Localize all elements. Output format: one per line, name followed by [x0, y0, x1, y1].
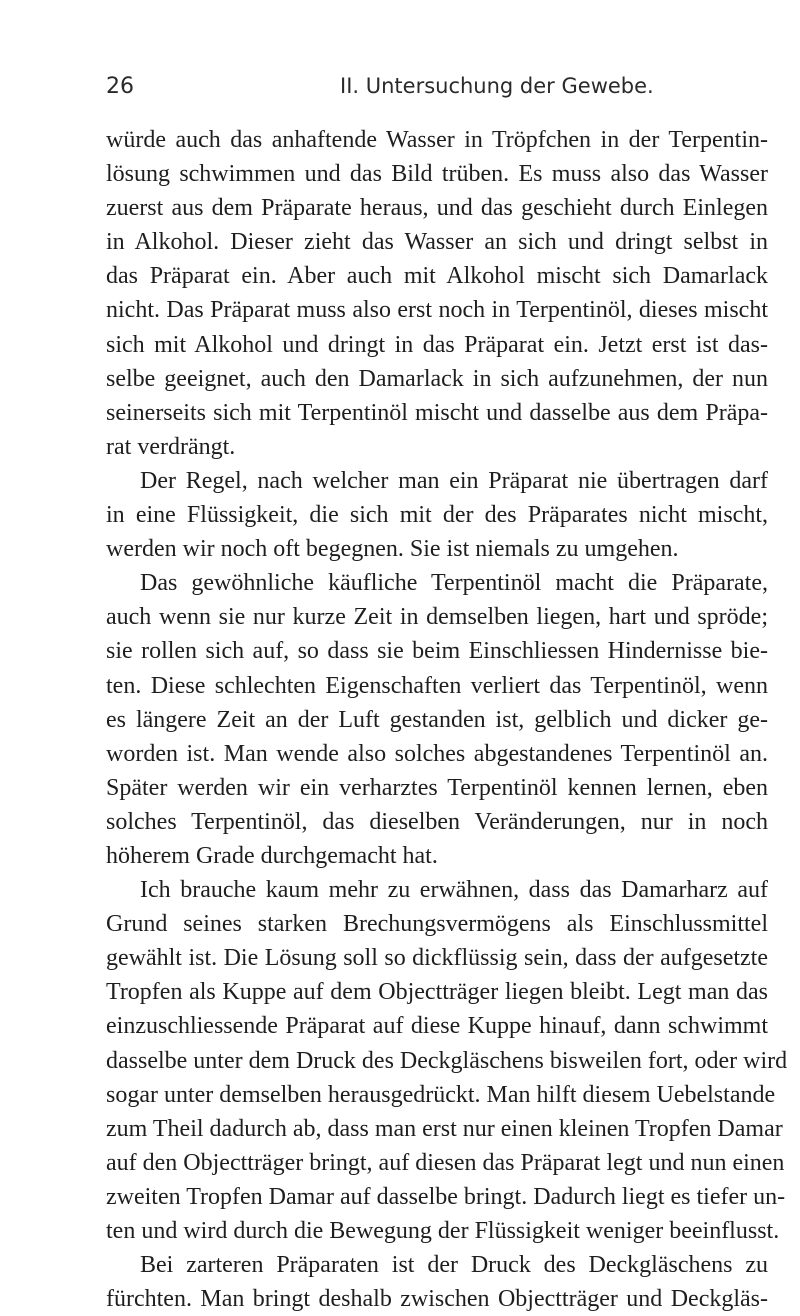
text-line: höherem Grade durchgemacht hat. — [106, 842, 438, 869]
text-line: sie rollen sich auf, so dass sie beim Einschliessen Hindernisse bie- — [106, 638, 768, 665]
text-line: sich mit Alkohol und dringt in das Präparat ein. Jetzt erst ist das- — [106, 331, 768, 358]
text-line: werden wir noch oft begegnen. Sie ist niemals zu umgehen. — [106, 536, 679, 563]
text-line: in eine Flüssigkeit, die sich mit der des Präparates nicht mischt, — [106, 502, 768, 529]
text-line: das Präparat ein. Aber auch mit Alkohol mischt sich Damarlack — [106, 263, 768, 290]
text-line: gewählt ist. Die Lösung soll so dickflüssig sein, dass der aufgesetzte — [106, 945, 768, 972]
page-header — [0, 74, 800, 110]
text-line: Der Regel, nach welcher man ein Präparat nie übertragen darf — [140, 467, 768, 494]
text-line: zweiten Tropfen Damar auf dasselbe bringt. Dadurch liegt es tiefer un- — [106, 1183, 786, 1210]
page-number: 26 — [106, 74, 134, 99]
text-line: nicht. Das Präparat muss also erst noch in Terpentinöl, dieses mischt — [106, 297, 768, 324]
text-line: in Alkohol. Dieser zieht das Wasser an sich und dringt selbst in — [106, 229, 768, 256]
text-line: Grund seines starken Brechungsvermögens als Einschlussmittel — [106, 911, 768, 938]
text-line: es längere Zeit an der Luft gestanden ist, gelblich und dicker ge- — [106, 706, 768, 733]
text-line: auf den Objectträger bringt, auf diesen das Präparat legt und nun einen — [106, 1149, 785, 1176]
text-line: Bei zarteren Präparaten ist der Druck des Deckgläschens zu — [140, 1252, 768, 1279]
text-line: zum Theil dadurch ab, dass man erst nur einen kleinen Tropfen Damar — [106, 1115, 783, 1142]
text-line: Später werden wir ein verharztes Terpentinöl kennen lernen, eben — [106, 774, 768, 801]
text-line: solches Terpentinöl, das dieselben Veränderungen, nur in noch — [106, 808, 768, 835]
text-line: Ich brauche kaum mehr zu erwähnen, dass das Damarharz auf — [140, 877, 768, 904]
text-line: rat verdrängt. — [106, 433, 236, 460]
running-head: II. Untersuchung der Gewebe. — [340, 74, 654, 98]
text-line: einzuschliessende Präparat auf diese Kuppe hinauf, dann schwimmt — [106, 1013, 768, 1040]
body-text — [106, 123, 788, 1316]
text-line: lösung schwimmen und das Bild trüben. Es muss also das Wasser — [106, 161, 768, 188]
text-line: auch wenn sie nur kurze Zeit in demselben liegen, hart und spröde; — [106, 604, 768, 631]
text-line: zuerst aus dem Präparate heraus, und das geschieht durch Einlegen — [106, 195, 768, 222]
text-line: ten. Diese schlechten Eigenschaften verliert das Terpentinöl, wenn — [106, 672, 768, 699]
text-line: Tropfen als Kuppe auf dem Objectträger liegen bleibt. Legt man das — [106, 979, 768, 1006]
text-line: fürchten. Man bringt deshalb zwischen Objectträger und Deckgläs- — [106, 1286, 768, 1313]
text-line: ten und wird durch die Bewegung der Flüssigkeit weniger beeinflusst. — [106, 1218, 780, 1244]
text-line: Das gewöhnliche käufliche Terpentinöl macht die Präparate, — [140, 570, 768, 597]
text-line: selbe geeignet, auch den Damarlack in sich aufzunehmen, der nun — [106, 365, 768, 392]
text-line: worden ist. Man wende also solches abgestandenes Terpentinöl an. — [106, 740, 768, 767]
text-line: seinerseits sich mit Terpentinöl mischt und dasselbe aus dem Präpa- — [106, 399, 768, 426]
text-line: sogar unter demselben herausgedrückt. Man hilft diesem Uebelstande — [106, 1081, 776, 1108]
text-line: würde auch das anhaftende Wasser in Tröpfchen in der Terpentin- — [106, 127, 768, 153]
text-line: dasselbe unter dem Druck des Deckgläschens bisweilen fort, oder wird — [106, 1047, 788, 1074]
